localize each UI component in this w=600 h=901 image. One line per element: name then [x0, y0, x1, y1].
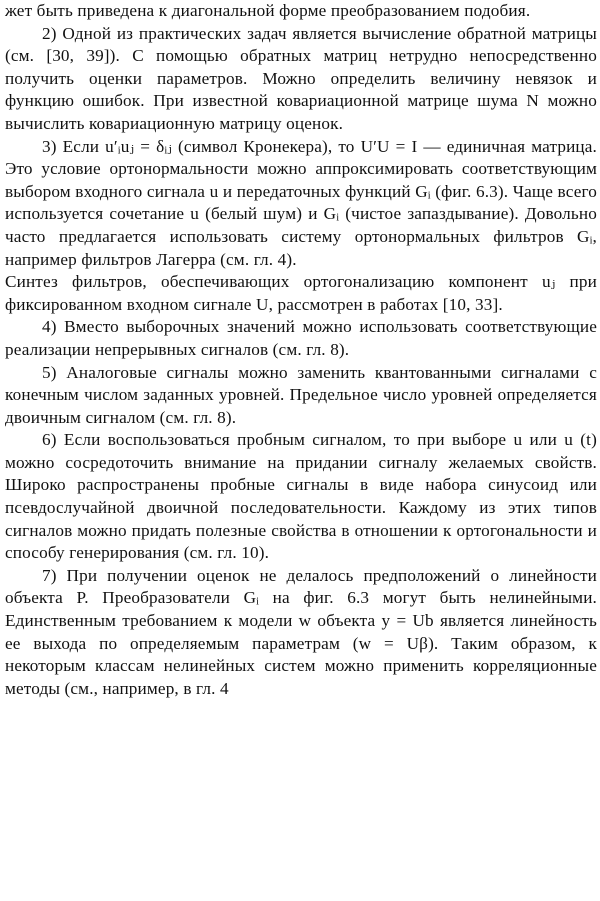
paragraph-item-2: 2) Одной из практических задач является вычисление обратной матрицы (см. [30, 39]). С помощью обратных матриц нетрудно непосредственно получить оценки параметров. Можно определить величину невязок и функцию ошибок. При известной ковариационной матрице шума N можно вычислить ковариационную матрицу оценок.: [5, 23, 597, 133]
paragraph-item-5: 5) Аналоговые сигналы можно заменить квантованными сигналами с конечным числом заданных уровней. Предельное число уровней определяется двоичным сигналом (см. гл. 8).: [5, 362, 597, 427]
paragraph-synthesis: Синтез фильтров, обеспечивающих ортогонализацию компонент uⱼ при фиксированном входном сигнале U, рассмотрен в работах [10, 33].: [5, 272, 597, 314]
paragraph-item-3: 3) Если u′ᵢuⱼ = δᵢⱼ (символ Кронекера), то U′U = I — единичная матрица. Это условие ортонормальности можно аппроксимировать соответствующим выбором входного сигнала u и передаточных функций Gᵢ (фиг. 6.3). Чаще всего используется сочетание u (белый шум) и Gᵢ (чистое запаздывание). Довольно часто предлагается использовать систему ортонормальных фильтров Gᵢ, например фильтров Лагерра (см. гл. 4).: [5, 136, 597, 269]
paragraph-item-7: 7) При получении оценок не делалось предположений о линейности объекта P. Преобразователи Gᵢ на фиг. 6.3 могут быть нелинейными. Единственным требованием к модели w объекта y = Ub является линейность ее выхода по определяемым параметрам (w = Uβ). Таким образом, к некоторым классам нелинейных систем можно применить корреляционные методы (см., например, в гл. 4: [5, 565, 597, 698]
paragraph-item-6: 6) Если воспользоваться пробным сигналом, то при выборе u или u (t) можно сосредоточить внимание на придании сигналу желаемых свойств. Широко распространены пробные сигналы в виде набора синусоид или псевдослучайной двоичной последовательности. Каждому из этих типов сигналов можно придать полезные свойства в отношении к ортогональности и способу генерирования (см. гл. 10).: [5, 430, 597, 563]
paragraph-continuation: жет быть приведена к диагональной форме преобразованием подобия.: [5, 1, 531, 20]
body-text: [5, 0, 597, 700]
paragraph-item-4: 4) Вместо выборочных значений можно использовать соответствующие реализации непрерывных сигналов (см. гл. 8).: [5, 317, 597, 359]
